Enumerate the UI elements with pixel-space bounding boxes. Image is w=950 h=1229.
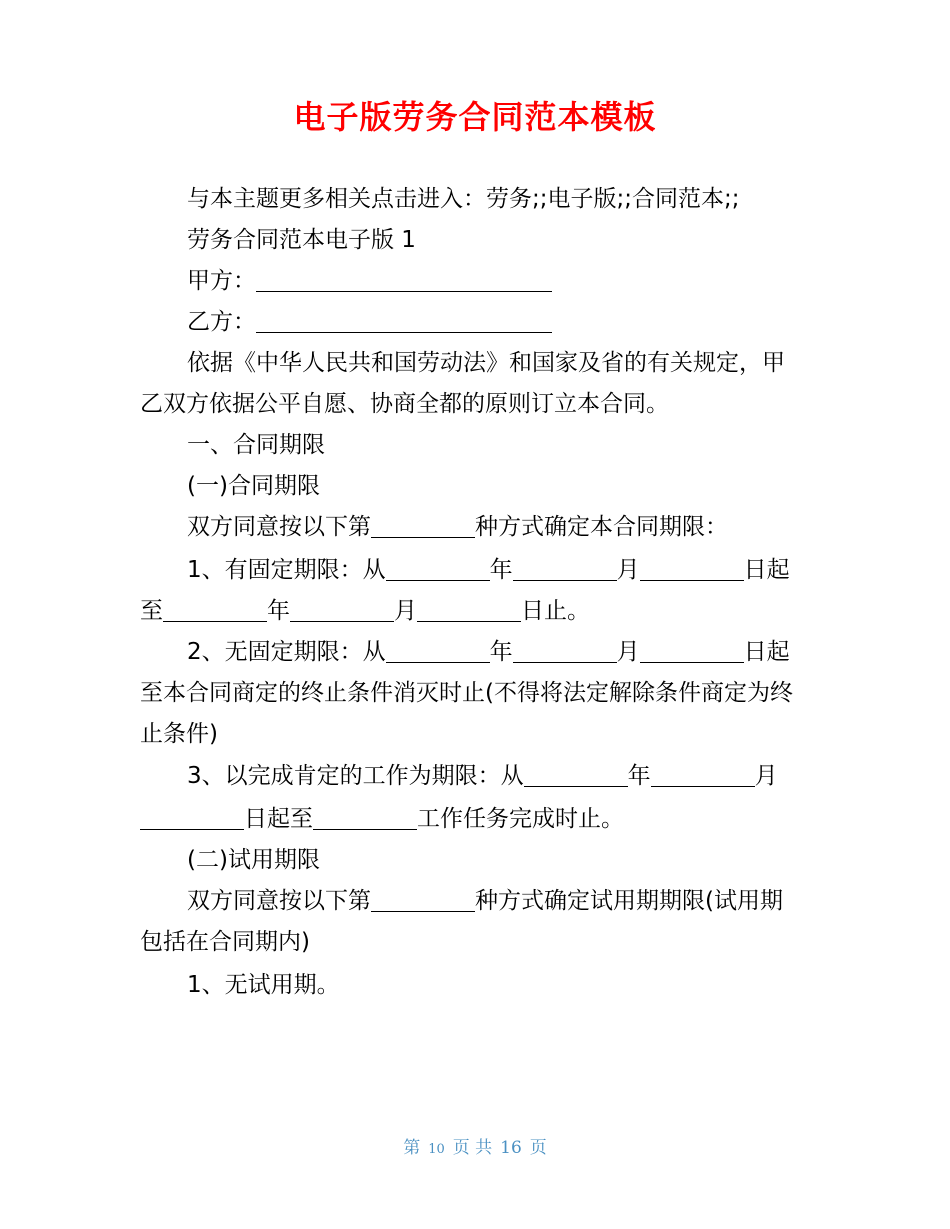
line-text: 包括在合同期内) xyxy=(140,929,310,955)
total-pages-number: 16 xyxy=(500,1138,522,1158)
paragraph-basis-1 xyxy=(187,347,785,379)
line-text: 2、无固定期限：从 xyxy=(187,639,386,665)
year-label: 年 xyxy=(627,763,651,789)
party-b-line xyxy=(187,306,552,338)
month-label: 月 xyxy=(394,598,417,624)
party-a-line xyxy=(187,265,552,297)
month-label: 月 xyxy=(616,557,640,583)
end-month-blank xyxy=(290,599,394,622)
footer-suffix: 页 xyxy=(529,1138,547,1158)
start-day-blank xyxy=(640,558,744,581)
open-start-year-blank xyxy=(386,640,490,663)
document-title: 电子版劳务合同范本模板 xyxy=(293,98,657,136)
line-text: 种方式确定本合同期限： xyxy=(475,514,728,540)
subheading-text: 劳务合同范本电子版 1 xyxy=(187,227,416,253)
line-text: 3、以完成肯定的工作为期限：从 xyxy=(187,763,524,789)
party-a-label: 甲方： xyxy=(187,268,256,294)
month-label: 月 xyxy=(754,763,778,789)
line-text: 1、有固定期限：从 xyxy=(187,557,386,583)
open-start-day-blank xyxy=(640,640,744,663)
paragraph-basis-2 xyxy=(140,388,669,420)
year-label: 年 xyxy=(267,598,290,624)
related-topics-text: 与本主题更多相关点击进入：劳务;;电子版;;合同范本;; xyxy=(187,186,740,212)
related-topics-line xyxy=(187,183,740,215)
line-text: 种方式确定试用期期限(试用期 xyxy=(475,888,783,914)
open-term-line-2 xyxy=(140,677,793,709)
paragraph-text: 乙双方依据公平自愿、协商全都的原则订立本合同。 xyxy=(140,391,669,417)
subheading-version xyxy=(187,224,416,256)
fixed-term-line-1 xyxy=(187,554,790,586)
line-text: 1、无试用期。 xyxy=(187,972,340,998)
task-start-day-blank xyxy=(140,807,244,830)
probation-method-line-2 xyxy=(140,926,310,958)
method-number-blank xyxy=(371,515,475,538)
term-method-line xyxy=(187,511,728,543)
line-text: 至本合同商定的终止条件消灭时止(不得将法定解除条件商定为终 xyxy=(140,680,793,706)
subsection-heading-contract-term xyxy=(187,470,320,502)
subsection-heading-text: (一)合同期限 xyxy=(187,473,320,499)
line-text: 双方同意按以下第 xyxy=(187,514,371,540)
current-page-number: 10 xyxy=(428,1142,445,1157)
month-label: 月 xyxy=(616,639,640,665)
end-year-blank xyxy=(163,599,267,622)
line-text: 至 xyxy=(140,598,163,624)
probation-method-blank xyxy=(371,889,475,912)
paragraph-text: 依据《中华人民共和国劳动法》和国家及省的有关规定，甲 xyxy=(187,350,785,376)
fixed-term-line-2 xyxy=(140,595,590,627)
start-year-blank xyxy=(386,558,490,581)
task-term-line-1 xyxy=(187,760,778,792)
line-text: 日起 xyxy=(743,557,790,583)
line-text: 工作任务完成时止。 xyxy=(417,806,624,832)
open-start-month-blank xyxy=(513,640,617,663)
probation-method-line-1 xyxy=(187,885,783,917)
year-label: 年 xyxy=(489,639,513,665)
task-term-line-2 xyxy=(140,803,624,835)
task-start-month-blank xyxy=(651,764,755,787)
start-month-blank xyxy=(513,558,617,581)
year-label: 年 xyxy=(489,557,513,583)
section-heading-text: 一、合同期限 xyxy=(187,432,325,458)
party-a-blank xyxy=(256,269,552,292)
subsection-heading-text: (二)试用期限 xyxy=(187,847,320,873)
subsection-heading-probation xyxy=(187,844,320,876)
line-text: 日起至 xyxy=(244,806,313,832)
no-probation-line xyxy=(187,969,340,1001)
party-b-label: 乙方： xyxy=(187,309,256,335)
page-footer xyxy=(0,1133,950,1158)
line-text: 日止。 xyxy=(521,598,590,624)
party-b-blank xyxy=(256,310,552,333)
footer-mid: 页 共 xyxy=(452,1138,493,1158)
line-text: 止条件) xyxy=(140,721,218,747)
line-text: 日起 xyxy=(743,639,790,665)
open-term-line-3 xyxy=(140,718,218,750)
section-heading-contract-term xyxy=(187,429,325,461)
open-term-line-1 xyxy=(187,636,790,668)
task-start-year-blank xyxy=(524,764,628,787)
task-name-blank xyxy=(313,807,417,830)
line-text: 双方同意按以下第 xyxy=(187,888,371,914)
footer-prefix: 第 xyxy=(403,1138,421,1158)
end-day-blank xyxy=(417,599,521,622)
